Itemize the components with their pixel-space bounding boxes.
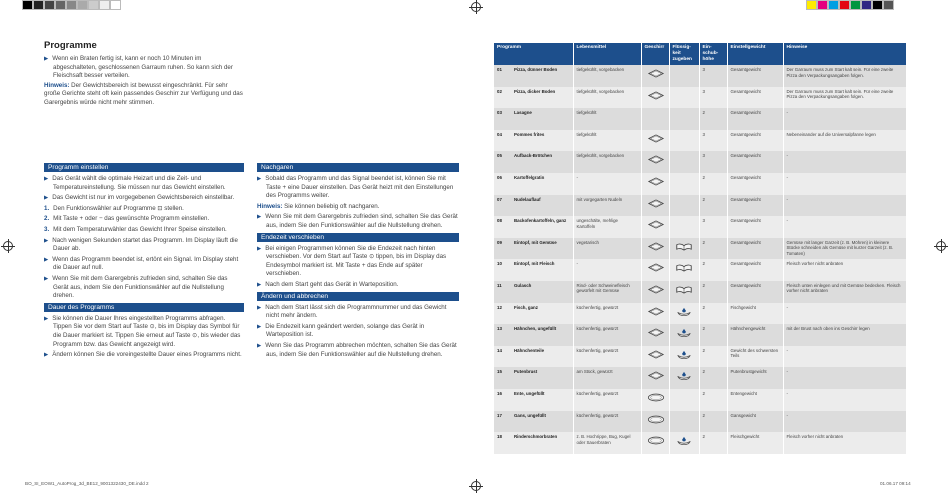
add-liquid-icon [674, 328, 694, 337]
list-item-text: Bei einigen Programmen können Sie die Endezeit nach hinten verschieben. Vor dem Start auf Taste ⊙ tippen, bis im Display das Endesymbol markiert ist. Mit Taste + das Ende auf später verschieben. [265, 244, 447, 278]
bullet-list [44, 175, 244, 203]
row-program-name: Ente, ungefüllt [514, 390, 545, 396]
row-program [494, 108, 573, 130]
row-number: 08 [497, 218, 502, 224]
row-liquid [669, 65, 699, 87]
row-dish [641, 151, 669, 173]
row-dish [641, 108, 669, 130]
row-program-name: Pizza, dünner Boden [514, 67, 558, 72]
arrow-icon: ▶ [44, 352, 49, 359]
row-liquid [669, 130, 699, 152]
baking-dish-icon [646, 285, 666, 294]
row-program-name: Eintopf, mit Fleisch [514, 261, 555, 267]
table-row [494, 65, 906, 87]
row-liquid [669, 238, 699, 260]
baking-dish-icon [646, 155, 666, 164]
page-title: Programme [44, 40, 97, 51]
row-dish [641, 173, 669, 195]
section-heading: Nachgaren [257, 163, 459, 172]
row-program-name: Nudelauflauf [514, 196, 541, 202]
table-row [494, 367, 906, 389]
row-food: - [573, 173, 641, 195]
row-note: Fleisch vorher nicht anbraten [783, 432, 906, 454]
row-level: 2 [699, 108, 727, 130]
row-program-name: Backofenkartoffeln, ganz [514, 218, 567, 224]
row-number: 16 [497, 390, 502, 396]
table-row [494, 281, 906, 303]
row-food: Rind- oder Schweinefleisch gewürfelt mit Gemüse [573, 281, 641, 303]
footer-file-name: BO_SI_EOW1_AutoProg_3d_BE12_9001322430_DE.indd 2 [25, 481, 149, 486]
row-liquid [669, 151, 699, 173]
baking-dish-icon [646, 177, 666, 186]
row-level: 2 [699, 411, 727, 433]
left-page [44, 40, 464, 359]
list-item [44, 315, 244, 349]
liquid-bowl-icon [674, 285, 694, 294]
registration-mark-icon [3, 241, 13, 251]
section-heading: Ändern und abbrechen [257, 292, 459, 301]
list-item [257, 323, 459, 340]
bullet-list [257, 304, 459, 360]
color-bar-right [806, 0, 894, 12]
row-number: 15 [497, 369, 502, 375]
row-number: 14 [497, 347, 502, 353]
row-number: 09 [497, 239, 502, 245]
column-header: Lebensmittel [573, 43, 641, 65]
row-program [494, 259, 573, 281]
table-row [494, 130, 906, 152]
row-number: 07 [497, 196, 502, 202]
step-item [44, 226, 244, 235]
row-level: 2 [699, 195, 727, 217]
registration-mark-icon [471, 2, 481, 12]
list-item [257, 213, 459, 230]
row-note: - [783, 195, 906, 217]
row-dish [641, 238, 669, 260]
row-level: 2 [699, 432, 727, 454]
row-number: 04 [497, 131, 502, 137]
row-program-name: Rinderschmorbraten [514, 434, 558, 440]
list-item [257, 281, 459, 290]
row-level: 3 [699, 151, 727, 173]
row-liquid [669, 281, 699, 303]
column-header: Ein-schub-höhe [699, 43, 727, 65]
row-liquid [669, 195, 699, 217]
baking-dish-icon [646, 69, 666, 78]
row-liquid [669, 173, 699, 195]
table-row [494, 303, 906, 325]
list-item-text: Das Gewicht ist nur im vorgegebenen Gewichtsbereich einstellbar. [52, 194, 235, 202]
list-item-text: Das Gerät wählt die optimale Heizart und die Zeit- und Temperatureinstellung. Sie müssen nur das Gewicht einstellen. [52, 175, 226, 191]
list-item-text: Wenn Sie mit dem Garergebnis zufrieden sind, schalten Sie das Gerät aus, indem Sie den Funktionswähler auf die Nullstellung drehen. [265, 213, 458, 229]
row-program [494, 411, 573, 433]
table-row [494, 216, 906, 238]
row-number: 12 [497, 304, 502, 310]
column-right [257, 161, 459, 361]
row-level: 2 [699, 281, 727, 303]
row-note: Gemüse mit langer Garzeit (z. B. Möhren) in kleinere Stücke schneiden als Gemüse mit kurzer Garzeit (z. B. Tomaten) [783, 238, 906, 260]
table-row [494, 324, 906, 346]
row-weight: Gesamtgewicht [727, 130, 783, 152]
row-number: 11 [497, 282, 502, 288]
arrow-icon: ▶ [44, 256, 49, 263]
row-note: - [783, 411, 906, 433]
row-dish [641, 130, 669, 152]
row-note: - [783, 216, 906, 238]
row-food: tiefgekühlt, vorgebacken [573, 65, 641, 87]
row-weight: Hähnchengewicht [727, 324, 783, 346]
hint-paragraph: Hinweis: Der Gewichtsbereich ist bewusst eingeschränkt. Für sehr große Gerichte steht oft kein passendes Geschirr zur Verfügung und das Garergebnis würde nicht mehr stimmen. [44, 81, 243, 106]
baking-dish-icon [646, 371, 666, 380]
baking-dish-icon [646, 242, 666, 251]
row-weight: Fischgewicht [727, 303, 783, 325]
row-food: küchenfertig, gewürzt [573, 324, 641, 346]
row-program-name: Pommes frites [514, 131, 545, 137]
baking-dish-icon [646, 263, 666, 272]
row-level: 2 [699, 238, 727, 260]
row-liquid [669, 216, 699, 238]
row-level: 2 [699, 259, 727, 281]
add-liquid-icon [674, 307, 694, 316]
step-text: Den Funktionswähler auf Programme ⊡ stellen. [53, 204, 184, 212]
row-food: z. B. Hochrippe, Bug, Kugel oder Sauerbraten [573, 432, 641, 454]
list-item-text: Die Endezeit kann geändert werden, solange das Gerät in Warteposition ist. [265, 322, 425, 339]
bullet-list [44, 237, 244, 301]
row-program [494, 303, 573, 325]
row-level: 3 [699, 65, 727, 87]
row-liquid [669, 108, 699, 130]
column-header: Hinweise [783, 43, 906, 65]
row-dish [641, 195, 669, 217]
row-food: küchenfertig, gewürzt [573, 411, 641, 433]
row-note: Der Garraum muss zum Start kalt sein. Für eine zweite Pizza den Verpackungsangaben folgen. [783, 65, 906, 87]
column-header: Geschirr [641, 43, 669, 65]
row-program-name: Pizza, dicker Boden [514, 88, 556, 94]
row-weight: Fleischgewicht [727, 432, 783, 454]
list-item [44, 175, 244, 192]
row-food: küchenfertig, gewürzt [573, 389, 641, 411]
arrow-icon: ▶ [44, 176, 49, 182]
row-liquid [669, 346, 699, 368]
row-dish [641, 389, 669, 411]
row-dish [641, 65, 669, 87]
row-weight: Gesamtgewicht [727, 173, 783, 195]
oval-roaster-icon [646, 415, 666, 424]
list-item-text: Nach wenigen Sekunden startet das Programm. Im Display läuft die Dauer ab. [52, 236, 238, 253]
row-note: Der Garraum muss zum Start kalt sein. Für eine zweite Pizza den Verpackungsangaben folgen. [783, 87, 906, 109]
row-program-name: Aufback-Brötchen [514, 153, 553, 159]
table-row [494, 151, 906, 173]
column-header: Flüssig-keit zugeben [669, 43, 699, 65]
list-item-text: Sie können die Dauer Ihres eingestellten Programms abfragen. Tippen Sie vor dem Start auf Taste ⊙, bis im Display das Symbol für die Dauer markiert ist. Tippen Sie erneut auf Taste ⊙, bis wieder das Programm bzw. das Gewicht angezeigt wird. [52, 314, 241, 348]
row-food: küchenfertig, gewürzt [573, 346, 641, 368]
row-food: vegetarisch [573, 238, 641, 260]
row-program-name: Eintopf, mit Gemüse [514, 239, 557, 245]
bullet-list [44, 315, 244, 360]
row-program [494, 65, 573, 87]
liquid-bowl-icon [674, 263, 694, 272]
row-dish [641, 259, 669, 281]
arrow-icon: ▶ [257, 176, 262, 182]
row-dish [641, 432, 669, 454]
baking-dish-icon [646, 91, 666, 100]
row-food: tiefgekühlt, vorgebacken [573, 87, 641, 109]
row-number: 03 [497, 110, 502, 116]
list-item-text: Wenn Sie mit dem Garergebnis zufrieden sind, schalten Sie das Gerät aus, indem Sie den Funktionswähler auf die Nullstellung drehen. [52, 274, 228, 300]
row-weight: Gesamtgewicht [727, 281, 783, 303]
row-program-name: Putenbrust [514, 369, 538, 375]
baking-dish-icon [646, 307, 666, 316]
column-left [44, 161, 244, 362]
row-weight: Gesamtgewicht [727, 151, 783, 173]
row-note: - [783, 389, 906, 411]
row-program-name: Gulasch [514, 282, 532, 288]
row-note: - [783, 108, 906, 130]
list-item [257, 304, 459, 321]
row-liquid [669, 367, 699, 389]
step-text: Mit dem Temperaturwähler das Gewicht Ihrer Speise einstellen. [53, 225, 227, 233]
row-number: 01 [497, 67, 502, 72]
list-item [257, 342, 459, 359]
table-body [494, 65, 906, 454]
color-bar-left [22, 0, 121, 12]
row-food: mit vorgegarten Nudeln [573, 195, 641, 217]
row-level: 2 [699, 173, 727, 195]
row-level: 2 [699, 324, 727, 346]
list-item [257, 245, 459, 279]
list-item-text: Sobald das Programm und das Signal beendet ist, können Sie mit Taste + eine Dauer einstellen. Das Gerät heizt mit den Einstellungen des Programms weiter. [265, 175, 454, 200]
baking-dish-icon [646, 220, 666, 229]
section-heading: Endezeit verschieben [257, 233, 459, 242]
table-row [494, 87, 906, 109]
table-row [494, 346, 906, 368]
table-row [494, 411, 906, 433]
row-level: 2 [699, 346, 727, 368]
arrow-icon: ▶ [257, 245, 262, 252]
row-program-name: Hähnchen, ungefüllt [514, 326, 557, 332]
program-table-container [494, 43, 907, 454]
intro-paragraph: ▶ Wenn ein Braten fertig ist, kann er noch 10 Minuten im abgeschalteten, geschlossenen Garraum ruhen. So kann sich der Fleischsaft besser verteilen. [44, 55, 233, 80]
step-list [44, 205, 244, 235]
row-dish [641, 87, 669, 109]
row-level: 2 [699, 367, 727, 389]
row-dish [641, 346, 669, 368]
row-program [494, 173, 573, 195]
row-program-name: Kartoffelgratin [514, 174, 545, 180]
arrow-icon: ▶ [44, 237, 49, 244]
row-number: 17 [497, 412, 502, 418]
row-weight: Gesamtgewicht [727, 108, 783, 130]
row-program-name: Lasagne [514, 110, 532, 116]
baking-dish-icon [646, 134, 666, 143]
row-program [494, 130, 573, 152]
row-weight: Entengewicht [727, 389, 783, 411]
row-liquid [669, 87, 699, 109]
step-number: 1. [44, 204, 50, 212]
row-number: 13 [497, 326, 502, 332]
row-food: ungeschälte, mehlige Kartoffeln [573, 216, 641, 238]
row-food: küchenfertig, gewürzt [573, 303, 641, 325]
arrow-icon: ▶ [44, 275, 49, 282]
step-text: Mit Taste + oder − das gewünschte Programm einstellen. [53, 215, 210, 223]
row-level: 2 [699, 389, 727, 411]
row-note: Fleisch vorher nicht anbraten [783, 259, 906, 281]
table-row [494, 389, 906, 411]
list-item [44, 237, 244, 254]
arrow-icon: ▶ [257, 304, 262, 311]
section-heading: Programm einstellen [44, 163, 244, 172]
row-liquid [669, 324, 699, 346]
list-item-text: Wenn das Programm beendet ist, ertönt ein Signal. Im Display steht die Dauer auf null. [52, 255, 239, 272]
row-weight: Gesamtgewicht [727, 216, 783, 238]
row-weight: Gesamtgewicht [727, 238, 783, 260]
row-food: tiefgekühlt [573, 130, 641, 152]
list-item [44, 351, 244, 360]
row-dish [641, 216, 669, 238]
bullet-list [257, 213, 459, 230]
arrow-icon: ▶ [257, 281, 262, 288]
row-number: 18 [497, 434, 502, 440]
list-item-text: Nach dem Start lässt sich die Programmnummer und das Gewicht nicht mehr ändern. [265, 303, 447, 320]
row-note: Nebeneinander auf die Universalpfanne legen [783, 130, 906, 152]
row-dish [641, 303, 669, 325]
table-row [494, 108, 906, 130]
list-item [44, 256, 244, 273]
row-weight: Gesamtgewicht [727, 195, 783, 217]
row-dish [641, 411, 669, 433]
add-liquid-icon [674, 436, 694, 445]
row-program [494, 367, 573, 389]
row-program [494, 238, 573, 260]
row-dish [641, 324, 669, 346]
row-program-name: Fisch, ganz [514, 304, 538, 310]
row-level: 3 [699, 130, 727, 152]
row-weight: Gesamtgewicht [727, 87, 783, 109]
table-row [494, 173, 906, 195]
row-level: 3 [699, 216, 727, 238]
row-weight: Putenbrustgewicht [727, 367, 783, 389]
row-liquid [669, 432, 699, 454]
row-program [494, 87, 573, 109]
row-program [494, 346, 573, 368]
add-liquid-icon [674, 371, 694, 380]
row-weight: Gewicht des schwersten Teils [727, 346, 783, 368]
step-item [44, 215, 244, 224]
row-liquid [669, 411, 699, 433]
row-weight: Gansgewicht [727, 411, 783, 433]
table-header-row [494, 43, 906, 65]
row-note: mit der Brust nach oben ins Geschirr legen [783, 324, 906, 346]
row-number: 05 [497, 153, 502, 159]
row-dish [641, 367, 669, 389]
arrow-icon: ▶ [257, 342, 262, 349]
row-food: tiefgekühlt, vorgebacken [573, 151, 641, 173]
row-weight: Gesamtgewicht [727, 259, 783, 281]
list-item [44, 275, 244, 301]
row-program-name: Gans, ungefüllt [514, 412, 546, 418]
table-row [494, 195, 906, 217]
row-note: Fleisch unten einlegen und mit Gemüse bedecken. Fleisch vorher nicht anbraten [783, 281, 906, 303]
list-item [257, 175, 459, 201]
row-food: am Stück, gewürzt [573, 367, 641, 389]
row-food: - [573, 259, 641, 281]
row-program [494, 432, 573, 454]
arrow-icon: ▶ [257, 214, 262, 221]
registration-mark-icon [936, 241, 946, 251]
bullet-list [257, 175, 459, 201]
baking-dish-icon [646, 350, 666, 359]
oval-roaster-icon [646, 393, 666, 402]
row-level: 3 [699, 87, 727, 109]
step-number: 2. [44, 215, 50, 223]
add-liquid-icon [674, 350, 694, 359]
step-item [44, 205, 244, 214]
hint-paragraph: Hinweis: Sie können beliebig oft nachgaren. [257, 202, 380, 210]
row-note: - [783, 303, 906, 325]
list-item-text: Ändern können Sie die voreingestellte Dauer eines Programms nicht. [52, 351, 242, 359]
row-program [494, 281, 573, 303]
row-liquid [669, 259, 699, 281]
list-item [44, 194, 244, 203]
row-number: 02 [497, 88, 502, 94]
arrow-icon: ▶ [44, 195, 49, 202]
arrow-icon: ▶ [44, 315, 49, 322]
column-header: Einstellgewicht [727, 43, 783, 65]
step-number: 3. [44, 225, 50, 233]
oval-roaster-icon [646, 436, 666, 445]
list-item-text: Nach dem Start geht das Gerät in Warteposition. [265, 280, 399, 288]
baking-dish-icon [646, 328, 666, 337]
row-number: 06 [497, 174, 502, 180]
section-heading: Dauer des Programms [44, 303, 244, 312]
bullet-list [257, 245, 459, 290]
list-item-text: Wenn Sie das Programm abbrechen möchten, schalten Sie das Gerät aus, indem Sie den Funktionswähler auf die Nullstellung drehen. [265, 341, 457, 358]
arrow-icon: ▶ [44, 56, 49, 62]
row-program-name: Hähnchenteile [514, 347, 545, 353]
row-note: - [783, 367, 906, 389]
table-row [494, 432, 906, 454]
row-liquid [669, 303, 699, 325]
footer-timestamp: 01.06.17 09:14 [880, 481, 911, 486]
registration-mark-icon [471, 481, 481, 491]
row-liquid [669, 389, 699, 411]
row-note: - [783, 151, 906, 173]
row-dish [641, 281, 669, 303]
row-program [494, 324, 573, 346]
row-program [494, 151, 573, 173]
row-program [494, 389, 573, 411]
arrow-icon: ▶ [257, 323, 262, 330]
row-program [494, 195, 573, 217]
column-header: Programm [494, 43, 573, 65]
row-level: 2 [699, 303, 727, 325]
baking-dish-icon [646, 199, 666, 208]
row-number: 10 [497, 261, 502, 267]
row-note: - [783, 346, 906, 368]
row-program [494, 216, 573, 238]
liquid-bowl-icon [674, 242, 694, 251]
table-row [494, 259, 906, 281]
row-note: - [783, 173, 906, 195]
program-table [494, 43, 907, 454]
row-weight: Gesamtgewicht [727, 65, 783, 87]
table-row [494, 238, 906, 260]
row-food: tiefgekühlt [573, 108, 641, 130]
